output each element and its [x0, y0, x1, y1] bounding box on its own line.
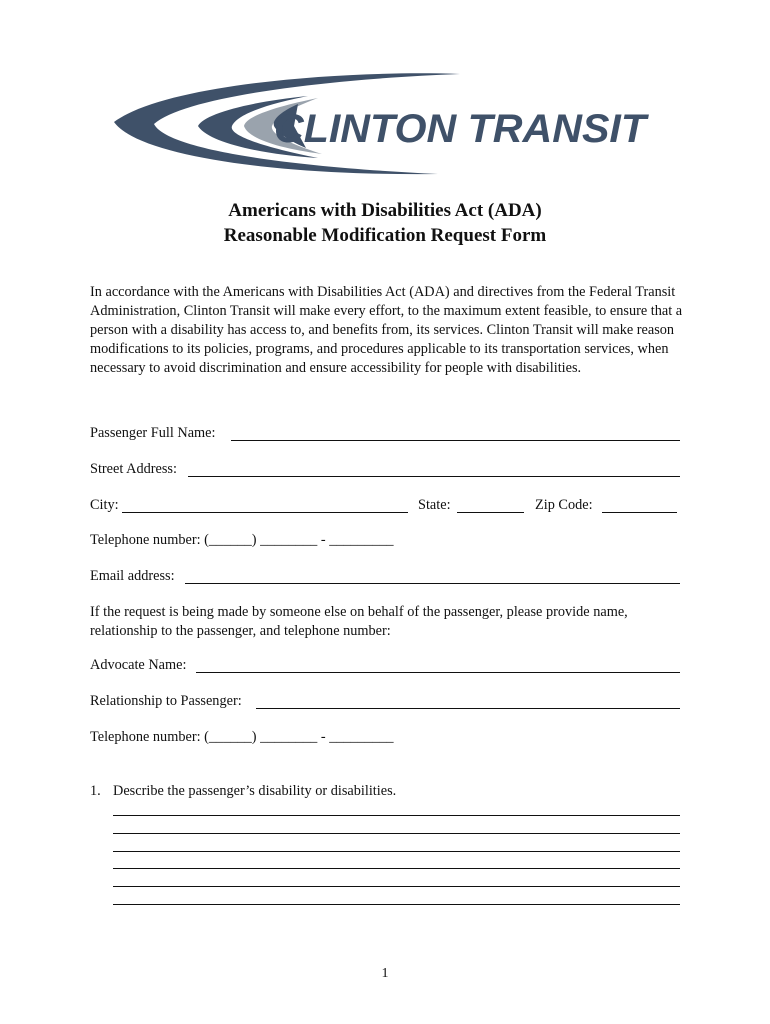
zip-label: Zip Code: — [535, 497, 593, 513]
answer-line[interactable] — [113, 815, 680, 816]
telephone-field[interactable]: Telephone number: (______) ________ - _________ — [90, 532, 394, 548]
advocate-telephone-field[interactable]: Telephone number: (______) ________ - _________ — [90, 729, 394, 745]
answer-line[interactable] — [113, 886, 680, 887]
form-title-line2: Reasonable Modification Request Form — [223, 225, 547, 246]
email-field[interactable] — [185, 583, 680, 584]
advocate-instructions: If the request is being made by someone else on behalf of the passenger, please provide name, relationship to the passenger, and telephone number: — [90, 604, 628, 639]
street-address-field[interactable] — [188, 476, 680, 477]
city-label: City: — [90, 497, 119, 513]
answer-line[interactable] — [113, 833, 680, 834]
advocate-name-field[interactable] — [196, 672, 680, 673]
passenger-name-label: Passenger Full Name: — [90, 425, 216, 441]
city-field[interactable] — [122, 512, 408, 513]
street-address-label: Street Address: — [90, 461, 177, 477]
answer-line[interactable] — [113, 904, 680, 905]
answer-line[interactable] — [113, 868, 680, 869]
email-label: Email address: — [90, 568, 175, 584]
answer-line[interactable] — [113, 851, 680, 852]
zip-field[interactable] — [602, 512, 677, 513]
form-title-line1: Americans with Disabilities Act (ADA) — [228, 200, 542, 221]
svg-text:CLINTON TRANSIT: CLINTON TRANSIT — [274, 107, 650, 151]
question-text: Describe the passenger’s disability or disabilities. — [113, 783, 397, 799]
relationship-label: Relationship to Passenger: — [90, 693, 242, 709]
page-number: 1 — [381, 966, 389, 981]
state-field[interactable] — [457, 512, 524, 513]
advocate-name-label: Advocate Name: — [90, 657, 187, 673]
question-number: 1. — [90, 783, 101, 799]
intro-paragraph: In accordance with the Americans with Disabilities Act (ADA) and directives from the Federal Transit Administration, Clinton Transit will make every effort, to the maximum extent feasible, to ensure that a person with a disability has access to, and benefits from, its services. Clinton Transit will make reason modifications to its policies, programs, and procedures applicable to its transportation services, when necessary to avoid discrimination and ensure accessibility for people with disabilities. — [90, 284, 683, 376]
state-label: State: — [418, 497, 451, 513]
passenger-name-field[interactable] — [231, 440, 680, 441]
clinton-transit-logo — [108, 68, 653, 180]
relationship-field[interactable] — [256, 708, 680, 709]
